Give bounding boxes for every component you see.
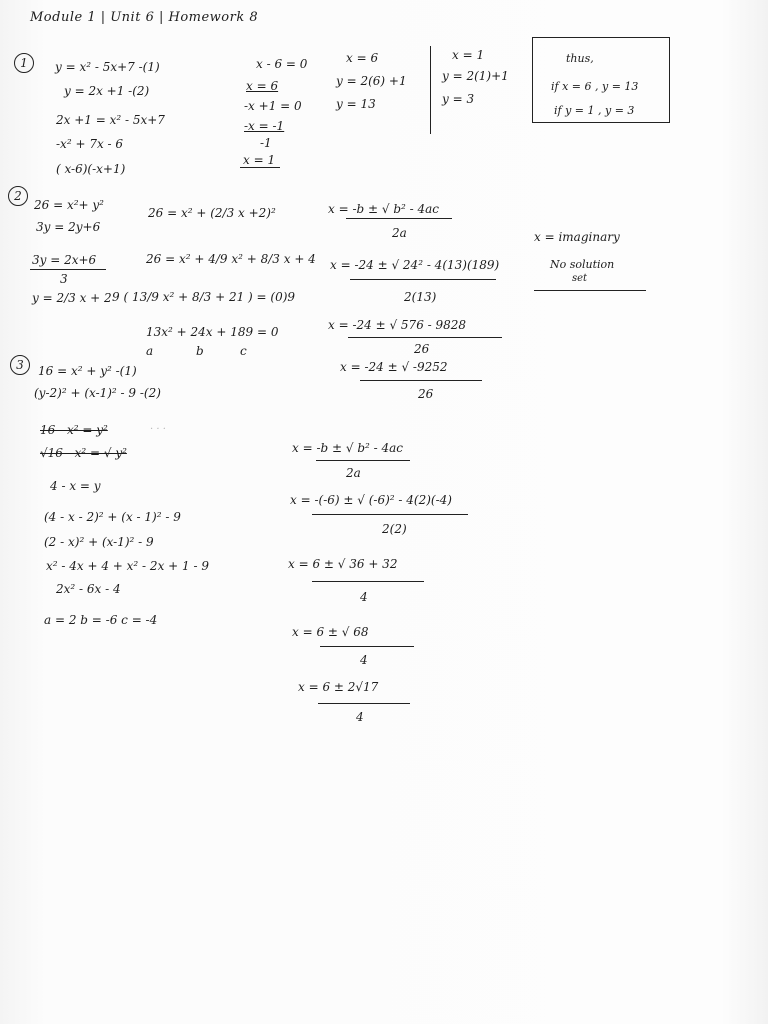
p1-col-c-1: y = 2(1)+1 [442,69,509,83]
p3-q4-num: x = 6 ± √ 68 [292,625,369,639]
p2-eq1: 26 = x²+ y² [34,198,104,212]
p2-eq3-bar [30,269,106,270]
p2-abc-b: b [196,344,204,358]
p3-crossed2: √16 - x² = √ y² [40,446,127,460]
p2-q2-den: 2(13) [404,290,437,304]
p1-result-2: if y = 1 , y = 3 [554,104,635,117]
p2-note-no-solution: No solution [550,258,615,271]
p2-eq3-den: 3 [60,272,68,286]
p2-note-imaginary: x = imaginary [534,230,620,244]
problem-1-number: 1 [14,53,34,73]
p3-q3-den: 4 [360,590,368,604]
p2-q1-bar [346,218,452,219]
p1-eq1: y = x² - 5x+7 -(1) [55,60,160,74]
p3-step3: (2 - x)² + (x-1)² - 9 [44,535,154,549]
p2-eq4: y = 2/3 x + 2 [32,291,112,305]
p1-result-1: if x = 6 , y = 13 [551,80,639,93]
p1-col-b-2: y = 13 [336,97,376,111]
p2-abc-a: a [146,344,154,358]
p1-col-a-underline [240,167,280,168]
p1-col-a-4: -1 [260,136,272,150]
page-title: Module 1 | Unit 6 | Homework 8 [30,10,259,25]
p2-q1-den: 2a [392,226,407,240]
p1-step1: 2x +1 = x² - 5x+7 [56,113,165,127]
p1-col-c-2: y = 3 [442,92,475,106]
p3-q1-bar [316,460,410,461]
p2-sub1: 26 = x² + (2/3 x +2)² [148,206,276,220]
p2-q4-den: 26 [418,387,434,401]
p3-q5-bar [318,703,410,704]
p3-q5-num: x = 6 ± 2√17 [298,680,379,694]
p2-eq2: 3y = 2y+6 [36,220,101,234]
p3-q4-den: 4 [360,653,368,667]
p1-col-a-2: -x +1 = 0 [244,99,302,113]
p1-col-a-5: x = 1 [243,153,276,167]
p2-eq3: 3y = 2x+6 [32,253,97,267]
p2-q3-num: x = -24 ± √ 576 - 9828 [328,318,467,332]
p3-step5: 2x² - 6x - 4 [56,582,121,596]
p3-eq2: (y-2)² + (x-1)² - 9 -(2) [34,386,161,400]
p1-col-c-0: x = 1 [452,48,485,62]
bleed-through-mark: · · · [150,424,166,435]
p3-q1-den: 2a [346,466,361,480]
p3-step4: x² - 4x + 4 + x² - 2x + 1 - 9 [46,559,209,573]
p2-q1-num: x = -b ± √ b² - 4ac [328,202,440,216]
p3-q3-num: x = 6 ± √ 36 + 32 [288,557,398,571]
p2-sub3: 9 ( 13/9 x² + 8/3 + 21 ) = (0)9 [112,290,296,304]
p3-q1-num: x = -b ± √ b² - 4ac [292,441,404,455]
p3-step6: a = 2 b = -6 c = -4 [44,613,158,627]
p3-step1: 4 - x = y [50,479,101,493]
p1-step2: -x² + 7x - 6 [56,137,124,151]
p2-note-underline [534,290,646,291]
p2-note-set: set [572,273,588,284]
problem-2-number: 2 [8,186,28,206]
p2-q2-num: x = -24 ± √ 24² - 4(13)(189) [330,258,500,272]
p3-q2-num: x = -(-6) ± √ (-6)² - 4(2)(-4) [290,493,452,507]
p1-col-b-1: y = 2(6) +1 [336,74,407,88]
p2-q2-bar [350,279,496,280]
p2-q4-num: x = -24 ± √ -9252 [340,360,448,374]
p2-abc-c: c [240,344,247,358]
p3-crossed1: 16 - x² = y² [40,423,108,437]
p3-q2-den: 2(2) [382,522,407,536]
p1-col-a-3: -x = -1 [244,119,285,133]
p2-q3-bar [348,337,502,338]
p3-q5-den: 4 [356,710,364,724]
p1-divider [430,46,431,134]
problem-3-number: 3 [10,355,30,375]
p2-q4-bar [360,380,482,381]
p2-sub4: 13x² + 24x + 189 = 0 [146,325,279,339]
p2-sub2: 26 = x² + 4/9 x² + 8/3 x + 4 [146,252,316,266]
p1-result-0: thus, [566,52,594,65]
p1-col-a-1: x = 6 [246,79,279,93]
p1-col-a-0: x - 6 = 0 [256,57,308,71]
p3-eq1: 16 = x² + y² -(1) [38,364,137,378]
p2-q3-den: 26 [414,342,430,356]
p3-step2: (4 - x - 2)² + (x - 1)² - 9 [44,510,181,524]
p1-eq2: y = 2x +1 -(2) [64,84,150,98]
p3-q3-bar [312,581,424,582]
p3-q4-bar [320,646,414,647]
p1-col-b-0: x = 6 [346,51,379,65]
p3-q2-bar [312,514,468,515]
p1-step3: ( x-6)(-x+1) [56,162,126,176]
